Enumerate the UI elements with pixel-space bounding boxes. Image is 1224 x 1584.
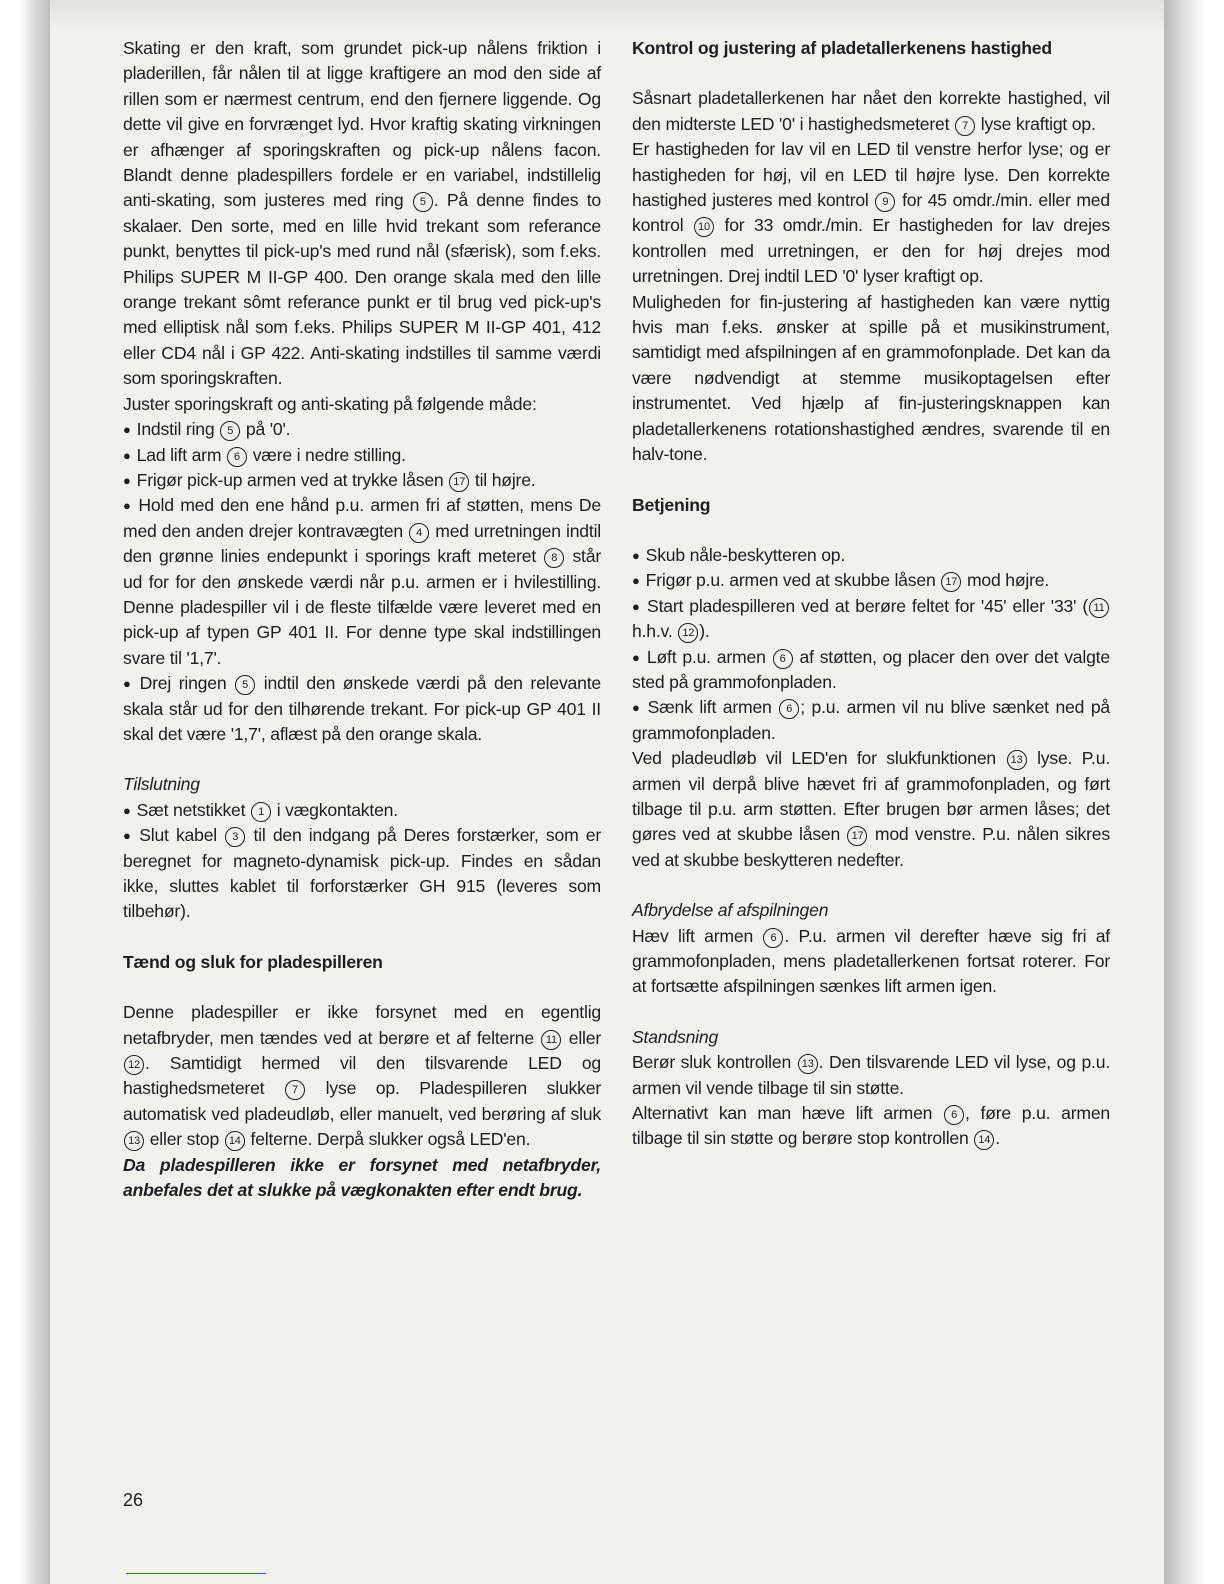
- text: Drej ringen: [139, 673, 227, 694]
- text: Hæv lift armen: [632, 925, 754, 946]
- text: Løft p.u. armen: [646, 646, 766, 667]
- text: , føre p.u. armen tilbage til sin støtte og berøre stop kontrollen: [632, 1103, 1110, 1149]
- ref-number: 6: [227, 447, 247, 467]
- ref-number: 5: [413, 192, 433, 212]
- ref-number: 11: [541, 1030, 561, 1050]
- text: lyse op. Pladespilleren slukker automatisk ved pladeudløb, eller manuelt, ved berøring af sluk: [123, 1078, 601, 1124]
- scan-left-edge: [0, 0, 50, 1584]
- left-column: [123, 36, 601, 1203]
- taend-sluk-paragraph: [123, 1000, 601, 1152]
- instruction-intro: Juster sporingskraft og anti-skating på følgende måde:: [123, 393, 537, 414]
- text: Berør sluk kontrollen: [632, 1052, 792, 1073]
- text: Start pladespilleren ved at berøre feltet for '45' eller '33' (: [647, 595, 1088, 616]
- manual-page: [50, 0, 1164, 1584]
- text: Slut kabel: [139, 825, 218, 846]
- ref-number: 1: [251, 802, 271, 822]
- betjening-heading: Betjening: [632, 494, 711, 515]
- right-column: [632, 36, 1110, 1152]
- text: h.h.v.: [632, 621, 673, 642]
- ref-number: 14: [974, 1130, 994, 1150]
- text: til den indgang på Deres forstærker, som er beregnet for magneto-dynamisk pick-up. Findes en sådan ikke, sluttes kablet til forforstærker GH 915 (leveres som tilbehør).: [123, 825, 601, 922]
- ref-number: 3: [225, 827, 245, 847]
- text: være i nedre stilling.: [252, 444, 406, 465]
- text: . P.u. armen vil derefter hæve sig fri af grammofonpladen, mens pladetallerkenen fortsat roterer. For at fortsætte afspilningen sænkes lift armen igen.: [632, 925, 1110, 997]
- text: ; p.u. armen vil nu blive sænket ned på grammofonpladen.: [632, 697, 1110, 743]
- text: med urretningen indtil den grønne linies endepunkt i sporings kraft meteret: [123, 520, 601, 567]
- kontrol-paragraph: [632, 86, 1110, 137]
- text: .: [995, 1128, 1000, 1149]
- kontrol-heading: Kontrol og justering af pladetallerkenens hastighed: [632, 38, 1052, 58]
- text: Indstil ring: [136, 419, 215, 440]
- text: felterne. Derpå slukker også LED'en.: [250, 1129, 531, 1150]
- text: står ud for for den ønskede værdi når p.u. armen er i hvilestilling. Denne pladespiller vil i de fleste tilfælde være leveret med en pick-up af typen GP 401 II. For denne type skal indstillingen svare til '1,7'.: [123, 546, 601, 668]
- ref-number: 8: [544, 548, 564, 568]
- bullet-item: [123, 468, 601, 493]
- text: Hold med den ene hånd p.u. armen fri af støtten, mens De med den anden drejer kontravægten: [123, 495, 601, 541]
- text: Alternativt kan man hæve lift armen: [632, 1103, 933, 1124]
- bullet-item: ● Skub nåle-beskytteren op.: [632, 543, 1110, 568]
- bullet-item: [123, 798, 601, 823]
- text: eller: [568, 1027, 601, 1048]
- ref-number: 13: [798, 1054, 818, 1074]
- ref-number: 4: [409, 523, 429, 543]
- finjustering-paragraph: Muligheden for fin-justering af hastigheden kan være nyttig hvis man f.eks. ønsker at spille på et musikinstrument, samtidigt med afspilningen af en grammofonplade. Det kan da være nødvendigt at stemme musikoptagelsen efter instrumentet. Ved hjælp af fin-justeringsknappen kan pladetallerkenens rotationshastighed ændres, svarende til en halv-tone.: [632, 291, 1110, 465]
- bullet-item: [123, 417, 601, 442]
- ref-number: 13: [1007, 750, 1027, 770]
- ref-number: 5: [220, 421, 240, 441]
- text: til højre.: [474, 469, 536, 490]
- text: mod højre.: [966, 570, 1050, 591]
- kontrol-paragraph: [632, 137, 1110, 289]
- afbrydelse-paragraph: [632, 924, 1110, 1000]
- top-shadow: [50, 0, 1164, 30]
- text: lyse kraftigt op.: [980, 113, 1096, 134]
- text: . På denne findes to skalaer. Den sorte, med en lille hvid trekant som referance punkt, benyttes til pick-up's med rund nål (sfærisk), som f.eks. Philips SUPER M II-GP 400. Den orange skala med den lille orange trekant sômt referance punkt er til brug ved pick-up's med elliptisk nål som f.eks. Philips SUPER M II-GP 401, 412 eller CD4 nål i GP 422. Anti-skating indstilles til samme værdi som sporingskraften.: [123, 190, 601, 389]
- ref-number: 17: [449, 472, 469, 492]
- text: . Den tilsvarende LED vil lyse, og p.u. armen vil vende tilbage til sin støtte.: [632, 1052, 1110, 1098]
- text: Lad lift arm: [136, 444, 222, 465]
- text: Frigør p.u. armen ved at skubbe låsen: [645, 570, 936, 591]
- bullet-item: [632, 645, 1110, 696]
- standsning-heading: Standsning: [632, 1026, 719, 1047]
- text: lyse. P.u. armen vil derpå blive hævet fri af grammofonpladen, og ført tilbage til p.u. arm støtten. Efter brugen bør armen låses; det gøres ved at skubbe låsen: [632, 748, 1110, 845]
- ref-number: 13: [124, 1131, 144, 1151]
- text: af støtten, og placer den over det valgte sted på grammofonpladen.: [632, 646, 1110, 692]
- skating-paragraph: [123, 36, 601, 392]
- ref-number: 12: [678, 623, 698, 643]
- text: Denne pladespiller er ikke forsynet med en egentlig netafbryder, men tændes ved at berøre et af felterne: [123, 1002, 601, 1048]
- ref-number: 7: [285, 1080, 305, 1100]
- text: Sænk lift armen: [647, 697, 772, 718]
- scan-right-edge: [1164, 0, 1224, 1584]
- bullet-item: [123, 823, 601, 925]
- text: på '0'.: [245, 419, 291, 440]
- bullet-item: [632, 594, 1110, 645]
- text: . Samtidigt hermed vil den tilsvarende LED og hastighedsmeteret: [123, 1053, 601, 1099]
- ref-number: 10: [694, 217, 714, 237]
- text: Såsnart pladetallerkenen har nået den korrekte hastighed, vil den midterste LED '0' i hastighedsmeteret: [632, 88, 1110, 134]
- ref-number: 6: [763, 928, 783, 948]
- pladeudlob-paragraph: [632, 746, 1110, 873]
- ref-number: 6: [944, 1105, 964, 1125]
- standsning-paragraph: [632, 1101, 1110, 1152]
- note-italic: Da pladespilleren ikke er forsynet med netafbryder, anbefales det at slukke på vægkonakten efter endt brug.: [123, 1154, 601, 1201]
- bullet-item: [632, 695, 1110, 746]
- standsning-paragraph: [632, 1050, 1110, 1101]
- ref-number: 6: [773, 649, 793, 669]
- text: i vægkontakten.: [276, 799, 398, 820]
- text: for 45 omdr./min. eller med kontrol: [632, 190, 1110, 236]
- ref-number: 5: [235, 675, 255, 695]
- text: Frigør pick-up armen ved at trykke låsen: [136, 469, 444, 490]
- bullet-item: [123, 443, 601, 468]
- text: Er hastigheden for lav vil en LED til venstre herfor lyse; og er hastigheden for høj, vil en LED til højre lyse. Den korrekte hastighed justeres med kontrol: [632, 139, 1110, 211]
- footer-line: [126, 1573, 266, 1574]
- ref-number: 12: [124, 1055, 144, 1075]
- ref-number: 6: [779, 699, 799, 719]
- text: mod venstre. P.u. nålen sikres ved at skubbe beskytteren nedefter.: [632, 824, 1110, 870]
- text: Sæt netstikket: [136, 799, 246, 820]
- bullet-item: [123, 671, 601, 747]
- text: Ved pladeudløb vil LED'en for slukfunktionen: [632, 748, 996, 769]
- ref-number: 17: [941, 572, 961, 592]
- tilslutning-heading: Tilslutning: [123, 774, 200, 795]
- ref-number: 17: [847, 826, 867, 846]
- text: ).: [699, 621, 710, 642]
- taend-sluk-heading: Tænd og sluk for pladespilleren: [123, 951, 383, 972]
- ref-number: 9: [875, 192, 895, 212]
- bullet-item: [632, 568, 1110, 593]
- text: indtil den ønskede værdi på den relevante skala står ud for den tilhørende trekant. For pick-up GP 401 II skal det være '1,7', aflæst på den orange skala.: [123, 673, 601, 744]
- bullet-item: [123, 493, 601, 671]
- page-number: 26: [123, 1490, 144, 1510]
- text: Skating er den kraft, som grundet pick-up nålens friktion i pladerillen, får nålen til at ligge kraftigere an mod den side af rillen som er nærmest centrum, end den fjernere liggende. Og dette vil give en forvrænget lyd. Hvor kraftig skating virkningen er afhænger af sporingskraften og pick-up nålens facon. Blandt denne pladespillers fordele er en variabel, indstillelig anti-skating, som justeres med ring: [123, 38, 601, 211]
- ref-number: 11: [1089, 598, 1109, 618]
- ref-number: 7: [955, 116, 975, 136]
- ref-number: 14: [225, 1131, 245, 1151]
- text: eller stop: [149, 1129, 220, 1150]
- afbrydelse-heading: Afbrydelse af afspilningen: [632, 900, 829, 921]
- text: for 33 omdr./min. Er hastigheden for lav drejes kontrollen med urretningen, er den for høj drejes mod urretningen. Drej indtil LED '0' lyser kraftigt op.: [632, 215, 1110, 287]
